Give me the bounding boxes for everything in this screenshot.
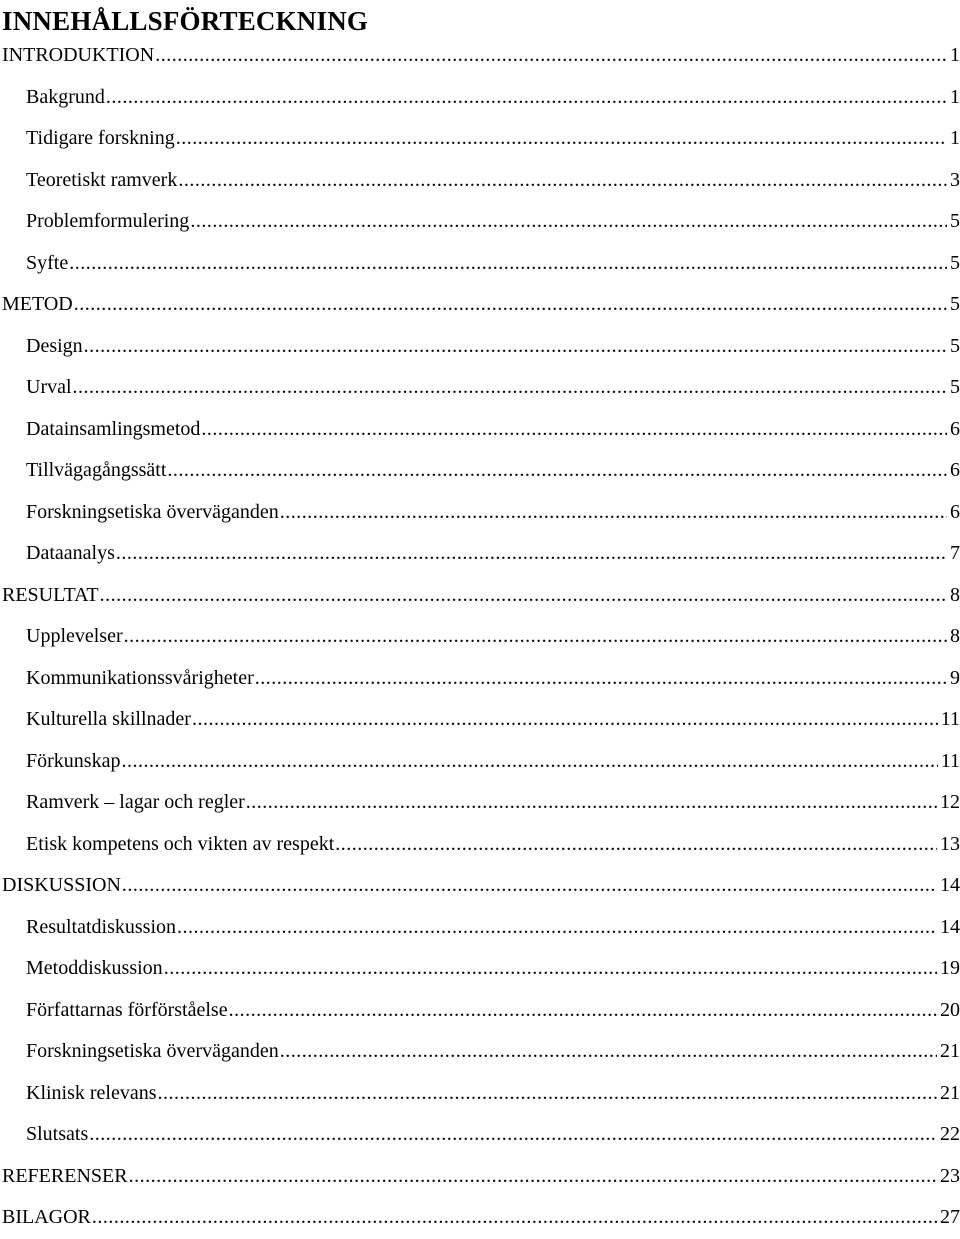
toc-entry[interactable] [0, 1073, 960, 1115]
toc-entry-page: 21 [940, 1081, 960, 1104]
toc-entry-page: 13 [940, 832, 960, 855]
toc-entry-title: Upplevelser [26, 625, 123, 647]
dot-leader [158, 1073, 937, 1115]
toc-entry[interactable] [0, 77, 960, 119]
toc-entry-page: 6 [950, 459, 960, 481]
toc-entry-title: Forskningsetiska överväganden [26, 1040, 279, 1062]
toc-entry[interactable] [0, 907, 960, 949]
dot-leader [335, 824, 937, 866]
dot-leader [121, 741, 937, 783]
toc-entry[interactable] [0, 492, 960, 534]
toc-entry-page: 7 [950, 542, 960, 564]
toc-entry[interactable] [0, 118, 960, 160]
toc-entry-title: Slutsats [26, 1123, 89, 1145]
toc-entry-page: 1 [950, 127, 960, 149]
toc-entry-title: Syfte [26, 251, 69, 274]
toc-entry-title: Metoddiskussion [26, 957, 163, 979]
toc-entry[interactable] [0, 1156, 960, 1198]
toc-entry-page: 19 [940, 957, 960, 979]
toc-entry-title: RESULTAT [2, 583, 99, 606]
toc-entry[interactable] [0, 1197, 960, 1239]
toc-entry-page: 1 [950, 85, 960, 108]
toc-entry-title: METOD [2, 293, 73, 315]
dot-leader [176, 118, 947, 160]
toc-entry-page: 5 [950, 210, 960, 232]
toc-entry[interactable] [0, 990, 960, 1032]
toc-entry[interactable] [0, 160, 960, 202]
toc-entry[interactable] [0, 35, 960, 77]
dot-leader [246, 782, 937, 824]
toc-entry-page: 5 [950, 251, 960, 274]
toc-entry[interactable] [0, 1114, 960, 1156]
page-title: INNEHÅLLSFÖRTECKNING [2, 6, 369, 36]
toc-entry-page: 3 [950, 168, 960, 191]
dot-leader [84, 326, 947, 368]
toc-entry-title: Dataanalys [26, 542, 115, 564]
toc-entry-title: Ramverk – lagar och regler [26, 791, 245, 813]
toc-entry-page: 8 [950, 625, 960, 647]
table-of-contents [0, 35, 960, 1239]
toc-entry-page: 5 [950, 293, 960, 315]
toc-entry-page: 14 [940, 874, 960, 896]
toc-entry-title: Resultatdiskussion [26, 915, 177, 938]
toc-entry[interactable] [0, 367, 960, 409]
dot-leader [73, 367, 947, 409]
toc-entry-title: Design [26, 334, 83, 357]
dot-leader [122, 865, 937, 907]
dot-leader [167, 450, 947, 492]
toc-entry[interactable] [0, 326, 960, 368]
toc-entry-page: 20 [940, 998, 960, 1021]
toc-entry[interactable] [0, 243, 960, 285]
toc-entry-title: Forskningsetiska överväganden [26, 500, 279, 523]
toc-entry[interactable] [0, 658, 960, 700]
toc-entry[interactable] [0, 533, 960, 575]
toc-entry-title: Författarnas förförståelse [26, 998, 228, 1021]
toc-entry[interactable] [0, 782, 960, 824]
toc-entry-title: Tidigare forskning [26, 127, 175, 149]
toc-entry-title: Kulturella skillnader [26, 708, 191, 730]
toc-entry[interactable] [0, 1031, 960, 1073]
dot-leader [190, 201, 947, 243]
toc-entry-page: 12 [940, 791, 960, 813]
dot-leader [280, 492, 947, 534]
toc-entry[interactable] [0, 824, 960, 866]
toc-entry-page: 5 [950, 376, 960, 398]
dot-leader [69, 243, 947, 285]
toc-entry-page: 14 [940, 915, 960, 938]
toc-entry-page: 27 [940, 1206, 960, 1228]
toc-entry-page: 6 [950, 417, 960, 440]
dot-leader [74, 284, 947, 326]
dot-leader [192, 699, 938, 741]
dot-leader [89, 1114, 937, 1156]
toc-entry-page: 23 [940, 1164, 960, 1187]
toc-entry-title: BILAGOR [2, 1206, 91, 1228]
toc-entry-title: Urval [26, 376, 72, 398]
toc-entry-title: Problemformulering [26, 210, 190, 232]
dot-leader [124, 616, 947, 658]
dot-leader [164, 948, 937, 990]
dot-leader [116, 533, 947, 575]
toc-entry[interactable] [0, 284, 960, 326]
dot-leader [106, 77, 947, 119]
toc-entry[interactable] [0, 948, 960, 990]
toc-entry-title: DISKUSSION [2, 874, 121, 896]
toc-entry-title: Tillvägagångssätt [26, 459, 167, 481]
toc-entry-page: 21 [940, 1040, 960, 1062]
toc-entry-page: 5 [950, 334, 960, 357]
toc-entry[interactable] [0, 409, 960, 451]
dot-leader [129, 1156, 937, 1198]
toc-entry-title: REFERENSER [2, 1164, 128, 1187]
dot-leader [178, 160, 947, 202]
toc-entry[interactable] [0, 616, 960, 658]
dot-leader [155, 35, 947, 77]
toc-entry-page: 6 [950, 500, 960, 523]
toc-entry-page: 8 [950, 583, 960, 606]
toc-entry[interactable] [0, 575, 960, 617]
toc-entry-page: 11 [940, 749, 960, 772]
toc-entry-page: 9 [950, 666, 960, 689]
toc-entry[interactable] [0, 699, 960, 741]
toc-entry-page: 11 [940, 708, 960, 730]
toc-entry[interactable] [0, 865, 960, 907]
toc-entry[interactable] [0, 741, 960, 783]
toc-entry-title: Bakgrund [26, 85, 105, 108]
toc-entry-title: Förkunskap [26, 749, 121, 772]
toc-entry-page: 1 [950, 44, 960, 66]
toc-entry[interactable] [0, 201, 960, 243]
toc-entry-title: Datainsamlingsmetod [26, 417, 201, 440]
toc-entry-title: INTRODUKTION [2, 44, 155, 66]
toc-entry-title: Teoretiskt ramverk [26, 168, 178, 191]
toc-entry-page: 22 [940, 1123, 960, 1145]
toc-entry-title: Etisk kompetens och vikten av respekt [26, 832, 335, 855]
dot-leader [177, 907, 937, 949]
dot-leader [229, 990, 937, 1032]
dot-leader [280, 1031, 937, 1073]
dot-leader [255, 658, 947, 700]
toc-entry[interactable] [0, 450, 960, 492]
toc-entry-title: Klinisk relevans [26, 1081, 157, 1104]
dot-leader [201, 409, 947, 451]
toc-entry-title: Kommunikationssvårigheter [26, 666, 254, 689]
dot-leader [100, 575, 947, 617]
dot-leader [92, 1197, 937, 1239]
